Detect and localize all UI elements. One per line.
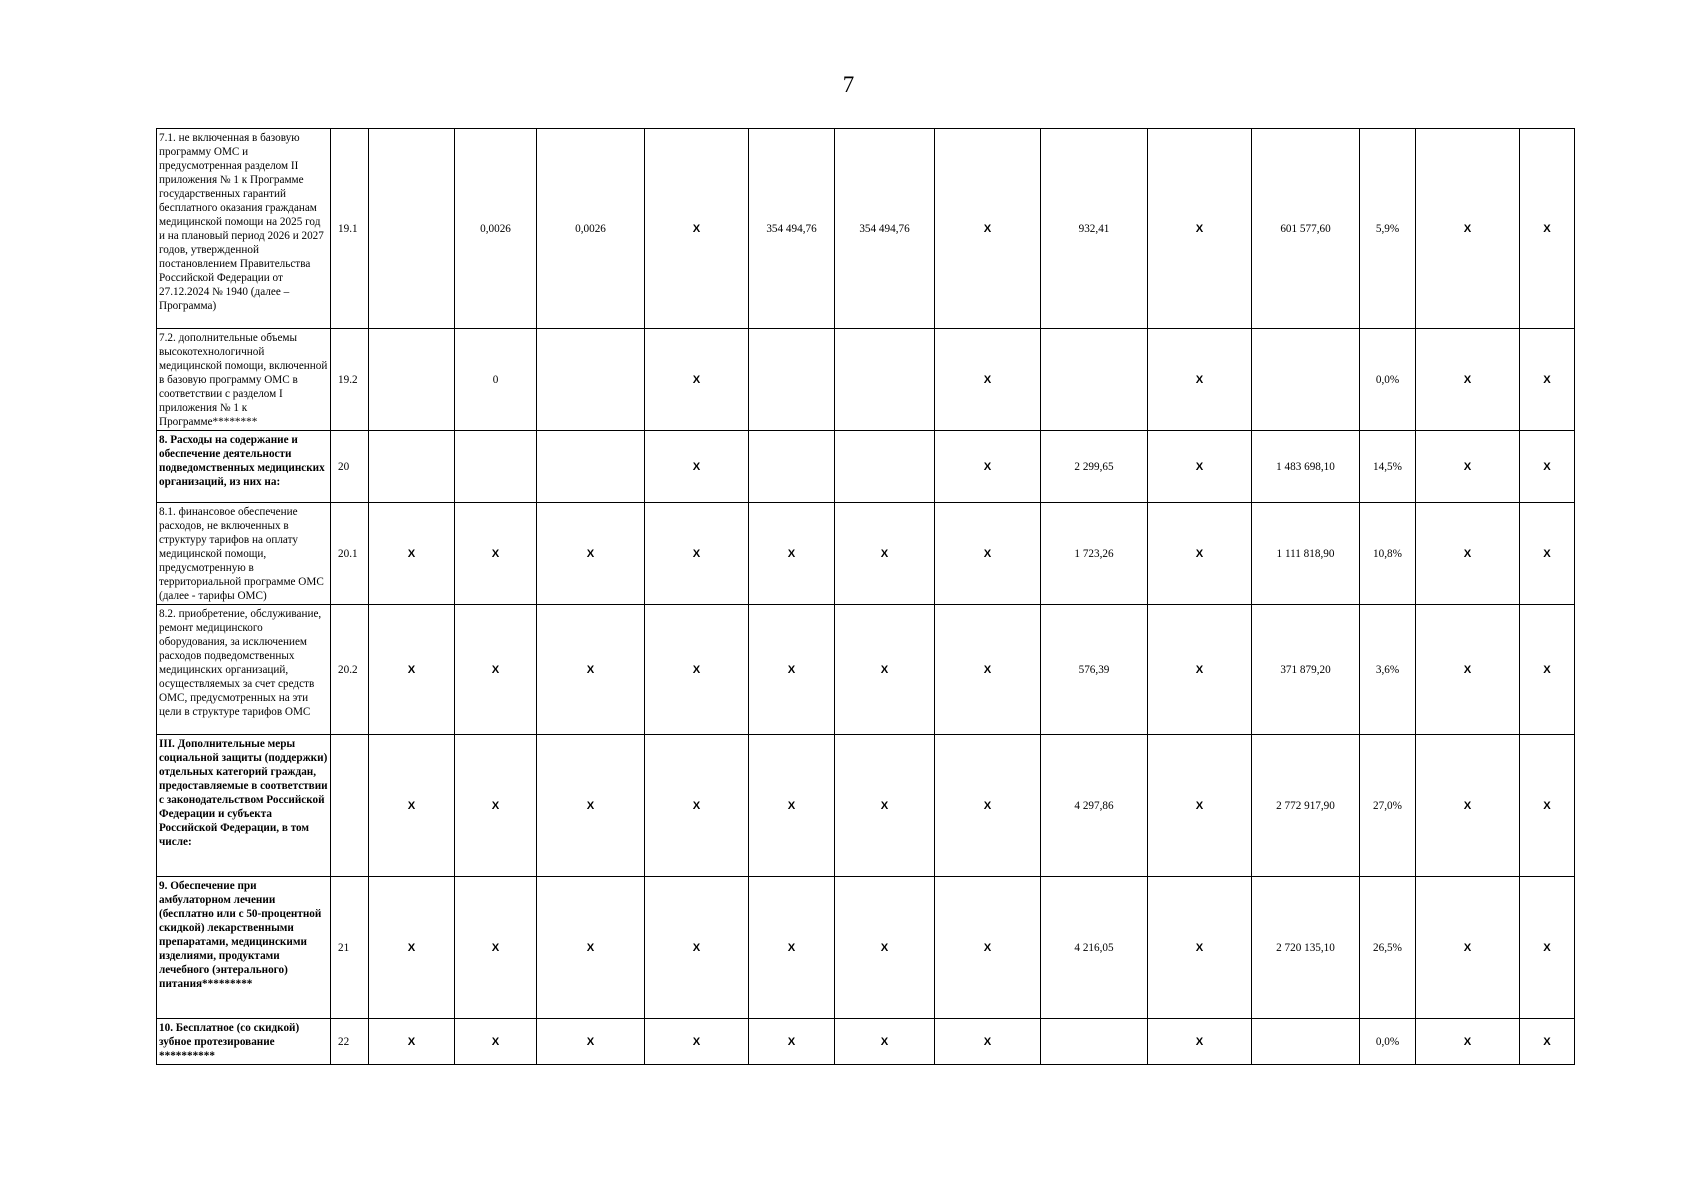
row-code-cell: 20.2 <box>331 605 369 735</box>
value-cell: X <box>935 129 1041 329</box>
value-cell: 932,41 <box>1041 129 1148 329</box>
value-cell <box>749 431 835 503</box>
value-cell <box>749 329 835 431</box>
value-cell: X <box>935 503 1041 605</box>
value-cell: 5,9% <box>1360 129 1416 329</box>
value-cell: X <box>1520 129 1575 329</box>
value-cell: X <box>645 735 749 877</box>
page-number: 7 <box>842 72 855 97</box>
value-cell: X <box>369 1019 455 1065</box>
value-cell: X <box>645 605 749 735</box>
value-cell: 2 720 135,10 <box>1252 877 1360 1019</box>
value-cell: X <box>537 877 645 1019</box>
value-cell: X <box>835 877 935 1019</box>
value-cell <box>1252 1019 1360 1065</box>
value-cell: X <box>935 877 1041 1019</box>
table-row <box>157 605 1575 735</box>
value-cell: X <box>455 503 537 605</box>
value-cell: X <box>455 877 537 1019</box>
value-cell: X <box>645 129 749 329</box>
value-cell: X <box>1416 129 1520 329</box>
value-cell: 27,0% <box>1360 735 1416 877</box>
value-cell: 0 <box>455 329 537 431</box>
value-cell <box>1041 1019 1148 1065</box>
value-cell: 354 494,76 <box>749 129 835 329</box>
row-code-cell: 19.2 <box>331 329 369 431</box>
table-row <box>157 329 1575 431</box>
value-cell: X <box>369 605 455 735</box>
value-cell: X <box>1520 605 1575 735</box>
value-cell: X <box>935 329 1041 431</box>
value-cell: 1 723,26 <box>1041 503 1148 605</box>
row-name-cell: 8. Расходы на содержание и обеспечение деятельности подведомственных медицинских организаций, из них на: <box>157 431 331 503</box>
value-cell: 0,0026 <box>455 129 537 329</box>
value-cell: X <box>537 735 645 877</box>
value-cell: 4 216,05 <box>1041 877 1148 1019</box>
table-row <box>157 503 1575 605</box>
row-code-cell: 20.1 <box>331 503 369 605</box>
value-cell: X <box>1416 877 1520 1019</box>
value-cell <box>369 431 455 503</box>
table-row <box>157 1019 1575 1065</box>
value-cell: X <box>1416 431 1520 503</box>
value-cell: 0,0026 <box>537 129 645 329</box>
value-cell: X <box>537 503 645 605</box>
value-cell: X <box>455 1019 537 1065</box>
row-name-cell: 8.1. финансовое обеспечение расходов, не включенных в структуру тарифов на оплату медицинской помощи, предусмотренную в территориальной программе ОМС (далее - тарифы ОМС) <box>157 503 331 605</box>
value-cell: X <box>749 1019 835 1065</box>
value-cell <box>369 129 455 329</box>
table-row <box>157 735 1575 877</box>
value-cell <box>1252 329 1360 431</box>
value-cell: X <box>1520 735 1575 877</box>
value-cell <box>835 329 935 431</box>
value-cell: X <box>1416 329 1520 431</box>
value-cell: 371 879,20 <box>1252 605 1360 735</box>
value-cell: X <box>537 1019 645 1065</box>
value-cell: X <box>835 1019 935 1065</box>
value-cell: X <box>645 329 749 431</box>
value-cell: X <box>1520 329 1575 431</box>
value-cell: X <box>645 431 749 503</box>
value-cell: X <box>1148 329 1252 431</box>
value-cell: X <box>1520 1019 1575 1065</box>
value-cell: X <box>537 605 645 735</box>
value-cell: 601 577,60 <box>1252 129 1360 329</box>
row-name-cell: 10. Бесплатное (со скидкой) зубное протезирование ********** <box>157 1019 331 1065</box>
value-cell: X <box>369 503 455 605</box>
value-cell: 354 494,76 <box>835 129 935 329</box>
value-cell: X <box>369 877 455 1019</box>
value-cell: X <box>1520 503 1575 605</box>
value-cell <box>537 431 645 503</box>
row-name-cell: III. Дополнительные меры социальной защиты (поддержки) отдельных категорий граждан, предоставляемые в соответствии с законодательством Российской Федерации и субъекта Российской Федерации, в том числе: <box>157 735 331 877</box>
value-cell: X <box>835 503 935 605</box>
value-cell: 26,5% <box>1360 877 1416 1019</box>
value-cell: 576,39 <box>1041 605 1148 735</box>
value-cell: X <box>645 1019 749 1065</box>
value-cell: X <box>1148 1019 1252 1065</box>
value-cell: X <box>935 605 1041 735</box>
value-cell <box>537 329 645 431</box>
value-cell: X <box>935 431 1041 503</box>
row-code-cell <box>331 735 369 877</box>
value-cell <box>369 329 455 431</box>
row-name-cell: 7.2. дополнительные объемы высокотехнологичной медицинской помощи, включенной в базовую программу ОМС в соответствии с разделом I приложения № 1 к Программе******** <box>157 329 331 431</box>
value-cell <box>1041 329 1148 431</box>
value-cell: X <box>1148 503 1252 605</box>
financing-table <box>156 128 1575 1065</box>
value-cell: X <box>1148 129 1252 329</box>
value-cell <box>835 431 935 503</box>
value-cell: 1 111 818,90 <box>1252 503 1360 605</box>
value-cell: X <box>1416 605 1520 735</box>
row-code-cell: 20 <box>331 431 369 503</box>
value-cell: 10,8% <box>1360 503 1416 605</box>
row-code-cell: 22 <box>331 1019 369 1065</box>
value-cell: X <box>835 605 935 735</box>
value-cell: X <box>645 503 749 605</box>
table-row <box>157 877 1575 1019</box>
value-cell: X <box>749 605 835 735</box>
value-cell <box>455 431 537 503</box>
value-cell: X <box>749 735 835 877</box>
table-row <box>157 431 1575 503</box>
value-cell: X <box>1148 877 1252 1019</box>
value-cell: X <box>1520 877 1575 1019</box>
value-cell: X <box>1416 1019 1520 1065</box>
table-row <box>157 129 1575 329</box>
value-cell: 3,6% <box>1360 605 1416 735</box>
value-cell: X <box>1520 431 1575 503</box>
row-name-cell: 9. Обеспечение при амбулаторном лечении (бесплатно или с 50-процентной скидкой) лекарственными препаратами, медицинскими изделиями, продуктами лечебного (энтерального) питания********* <box>157 877 331 1019</box>
value-cell: 4 297,86 <box>1041 735 1148 877</box>
value-cell: 1 483 698,10 <box>1252 431 1360 503</box>
value-cell: X <box>645 877 749 1019</box>
value-cell: X <box>455 735 537 877</box>
value-cell: X <box>935 735 1041 877</box>
value-cell: 0,0% <box>1360 329 1416 431</box>
value-cell: X <box>1148 431 1252 503</box>
value-cell: X <box>749 503 835 605</box>
row-name-cell: 7.1. не включенная в базовую программу ОМС и предусмотренная разделом II приложения № 1 к Программе государственных гарантий бесплатного оказания гражданам медицинской помощи на 2025 год и на плановый период 2026 и 2027 годов, утвержденной постановлением Правительства Российской Федерации от 27.12.2024 № 1940 (далее – Программа) <box>157 129 331 329</box>
value-cell: X <box>369 735 455 877</box>
value-cell: X <box>835 735 935 877</box>
value-cell: X <box>749 877 835 1019</box>
row-name-cell: 8.2. приобретение, обслуживание, ремонт медицинского оборудования, за исключением расходов подведомственных медицинских организаций, осуществляемых за счет средств ОМС, предусмотренных на эти цели в структуре тарифов ОМС <box>157 605 331 735</box>
value-cell: 0,0% <box>1360 1019 1416 1065</box>
value-cell: 2 299,65 <box>1041 431 1148 503</box>
value-cell: X <box>1416 503 1520 605</box>
value-cell: X <box>1148 605 1252 735</box>
row-code-cell: 21 <box>331 877 369 1019</box>
value-cell: X <box>455 605 537 735</box>
value-cell: 14,5% <box>1360 431 1416 503</box>
value-cell: X <box>1416 735 1520 877</box>
value-cell: X <box>935 1019 1041 1065</box>
value-cell: X <box>1148 735 1252 877</box>
row-code-cell: 19.1 <box>331 129 369 329</box>
value-cell: 2 772 917,90 <box>1252 735 1360 877</box>
